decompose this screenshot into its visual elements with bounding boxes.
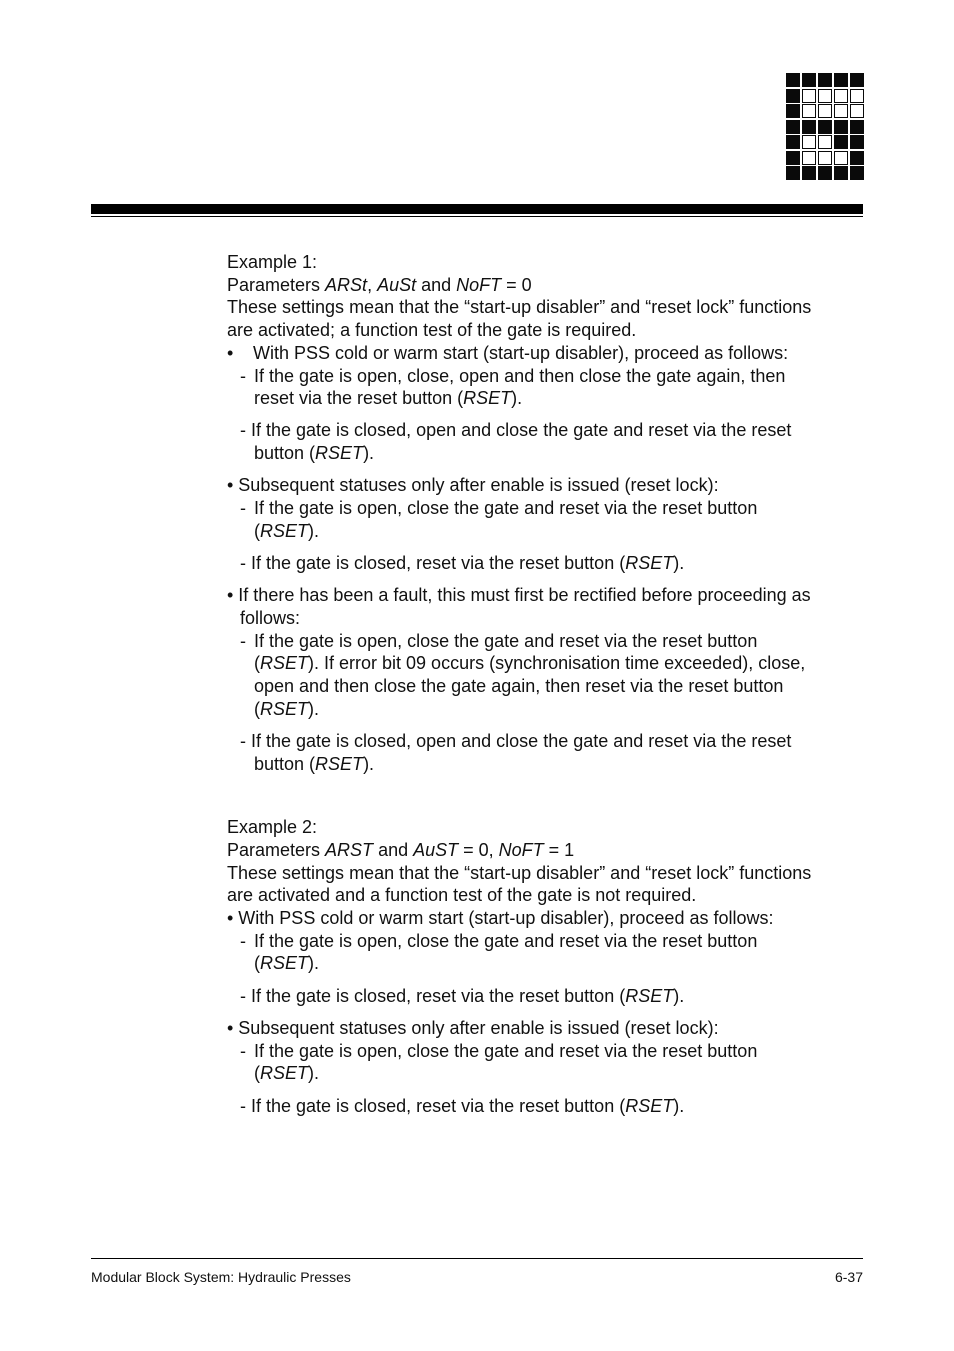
bullet-item-cont: follows: [240,607,301,628]
example-1-params: Parameters ARSt, AuSt and NoFT = 0 [227,274,532,295]
logo-cell [802,166,816,180]
example-1-heading: Example 1: [227,252,318,272]
logo-cell [802,151,816,165]
logo-cell [850,135,864,149]
sub-item: - If the gate is closed, open and close the gate and reset via the reset [240,730,792,751]
header-rule-thin [91,216,863,217]
grid-logo-icon [786,73,864,183]
logo-cell [850,120,864,134]
sub-item-cont: (RSET). [254,953,320,974]
sub-item-cont: (RSET). [254,520,320,541]
sub-item: - If the gate is closed, open and close the gate and reset via the reset [240,420,792,441]
sub-item-cont: button (RSET). [254,753,375,774]
logo-cell [818,135,832,149]
bullet-item: • Subsequent statuses only after enable is issued (reset lock): [227,475,719,496]
logo-cell [834,89,848,103]
logo-cell [834,166,848,180]
sub-item-cont: (RSET). [254,698,320,719]
logo-cell [834,73,848,87]
sub-item: - If the gate is closed, reset via the reset button (RSET). [240,985,685,1006]
example-2-heading: Example 2: [227,817,318,838]
logo-cell [818,120,832,134]
sub-item: - If the gate is closed, reset via the reset button (RSET). [240,552,685,573]
logo-cell [818,151,832,165]
footer-rule [91,1258,863,1259]
logo-cell [818,89,832,103]
logo-cell [786,104,800,118]
logo-cell [818,166,832,180]
logo-cell [802,104,816,118]
logo-cell [802,73,816,87]
header-rule [91,204,863,214]
logo-cell [850,151,864,165]
logo-cell [834,120,848,134]
logo-cell [850,166,864,180]
bullet-item: • With PSS cold or warm start (start-up disabler), proceed as follows: [227,342,789,363]
bullet-item: • With PSS cold or warm start (start-up disabler), proceed as follows: [227,908,774,929]
bullet-item: • If there has been a fault, this must first be rectified before proceeding as [227,585,811,606]
page-content [227,251,857,1117]
logo-cell [818,104,832,118]
logo-cell [786,73,800,87]
sub-item-cont: reset via the reset button (RSET). [254,388,523,409]
logo-cell [786,89,800,103]
logo-cell [802,135,816,149]
footer-title: Modular Block System: Hydraulic Presses [91,1269,351,1285]
sub-item-cont: button (RSET). [254,443,375,464]
logo-cell [786,151,800,165]
sub-item: - If the gate is open, close the gate and reset via the reset button [240,498,758,519]
logo-cell [850,89,864,103]
logo-cell [850,73,864,87]
page-number: 6-37 [834,1269,863,1285]
example-1-desc-2: are activated; a function test of the gate is required. [227,320,637,341]
sub-item-cont: (RSET). If error bit 09 occurs (synchronisation time exceeded), close, [254,653,806,674]
logo-cell [818,73,832,87]
logo-cell [802,89,816,103]
logo-cell [786,120,800,134]
logo-cell [786,135,800,149]
sub-item-cont: open and then close the gate again, then reset via the reset button [254,675,784,696]
sub-item: - If the gate is open, close the gate and reset via the reset button [240,930,758,951]
sub-item: - If the gate is closed, reset via the reset button (RSET). [240,1095,685,1116]
example-2-params: Parameters ARST and AuST = 0, NoFT = 1 [227,839,575,860]
sub-item: - If the gate is open, close, open and then close the gate again, then [240,365,786,386]
example-2-desc-2: are activated and a function test of the gate is not required. [227,885,697,906]
logo-cell [850,104,864,118]
logo-cell [834,151,848,165]
logo-cell [802,120,816,134]
logo-cell [834,135,848,149]
bullet-item: • Subsequent statuses only after enable is issued (reset lock): [227,1017,719,1038]
logo-cell [786,166,800,180]
sub-item: - If the gate is open, close the gate and reset via the reset button [240,630,758,651]
sub-item-cont: (RSET). [254,1063,320,1084]
sub-item: - If the gate is open, close the gate and reset via the reset button [240,1040,758,1061]
logo-cell [834,104,848,118]
example-1-desc: These settings mean that the “start-up disabler” and “reset lock” functions [227,297,812,318]
example-2-desc: These settings mean that the “start-up disabler” and “reset lock” functions [227,862,812,883]
